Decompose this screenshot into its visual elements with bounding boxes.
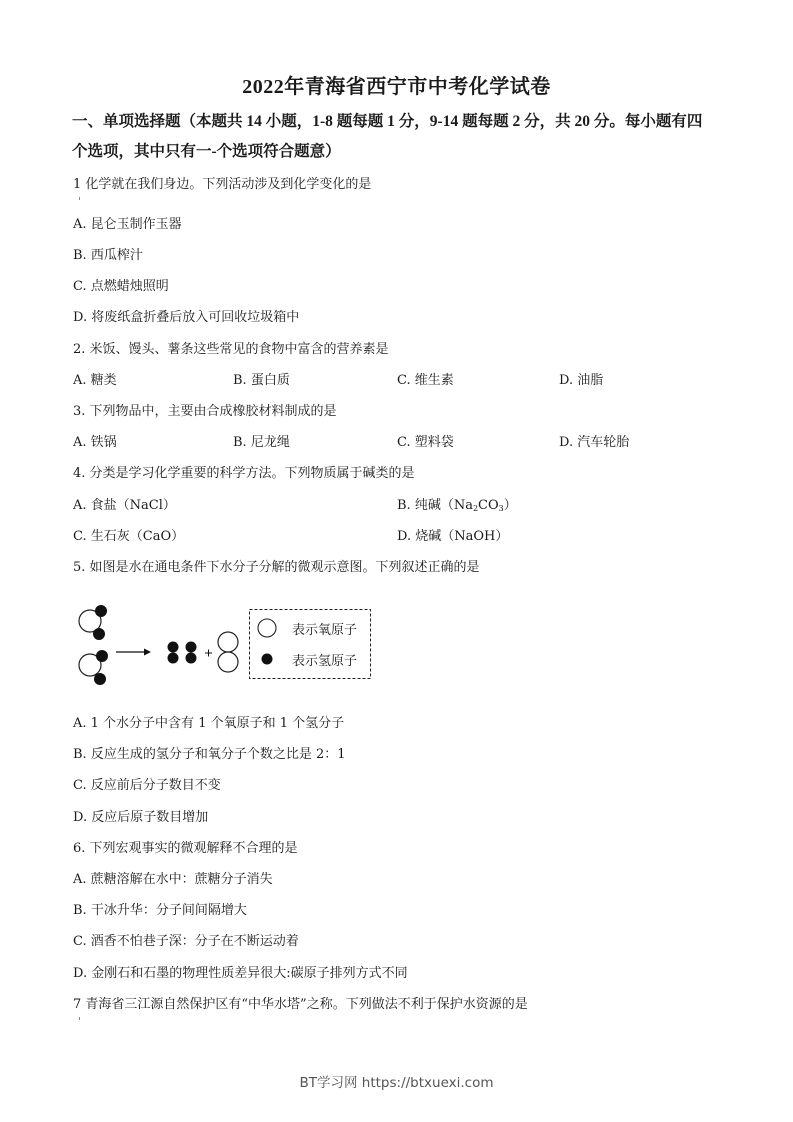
question-2-stem: 2. 米饭、馒头、薯条这些常见的食物中富含的营养素是 — [73, 342, 389, 357]
question-4-option-c: C. 生石灰（CaO） — [73, 529, 185, 544]
question-5-option-a: A. 1 个水分子中含有 1 个氧原子和 1 个氢分子 — [73, 716, 345, 731]
question-6-option-d: D. 金刚石和石墨的物理性质差异很大:碳原子排列方式不同 — [73, 966, 408, 981]
footer-watermark: BT学习网 https://btxuexi.com — [299, 1075, 494, 1091]
legend-label-oxygen: 表示氧原子 — [292, 623, 358, 638]
reaction-arrow-icon — [116, 649, 151, 656]
stray-mark — [79, 1017, 80, 1020]
question-2-option-d: D. 油脂 — [559, 373, 604, 388]
question-1-option-a: A. 昆仑玉制作玉器 — [73, 217, 182, 232]
hydrogen-atom-legend-icon — [262, 654, 273, 665]
section-heading-line2: 个选项，其中只有一-个选项符合题意） — [72, 143, 341, 160]
section-heading-line1: 一、单项选择题（本题共 14 小题，1-8 题每题 1 分，9-14 题每题 2 分，共 20 分。每小题有四 — [72, 113, 703, 130]
oxygen-molecule-icon — [218, 632, 238, 672]
water-molecule-icon — [79, 650, 108, 685]
question-3-option-a: A. 铁锅 — [73, 435, 117, 450]
question-3-option-b: B. 尼龙绳 — [233, 435, 290, 450]
question-1-option-d: D. 将废纸盒折叠后放入可回收垃圾箱中 — [73, 310, 300, 325]
question-4-option-a: A. 食盐（NaCl） — [73, 498, 176, 513]
page-title: 2022年青海省西宁市中考化学试卷 — [242, 76, 551, 98]
legend-label-hydrogen: 表示氢原子 — [292, 654, 358, 669]
question-6-option-c: C. 酒香不怕巷子深：分子在不断运动着 — [73, 934, 299, 949]
question-2-option-c: C. 维生素 — [397, 373, 454, 388]
option-b-prefix: B. 纯碱（Na — [397, 498, 473, 513]
subscript-3: 3 — [498, 504, 504, 513]
question-3-option-c: C. 塑料袋 — [397, 435, 454, 450]
question-6-stem: 6. 下列宏观事实的微观解释不合理的是 — [73, 841, 298, 856]
question-2-option-a: A. 糖类 — [73, 373, 117, 388]
question-1-option-b: B. 西瓜榨汁 — [73, 248, 143, 263]
question-3-stem: 3. 下列物品中，主要由合成橡胶材料制成的是 — [73, 404, 337, 419]
plus-icon — [205, 650, 212, 657]
question-4-stem: 4. 分类是学习化学重要的科学方法。下列物质属于碱类的是 — [73, 466, 415, 481]
option-b-mid: CO — [478, 498, 499, 513]
question-6-option-a: A. 蔗糖溶解在水中：蔗糖分子消失 — [73, 872, 273, 887]
subscript-2: 2 — [472, 504, 479, 513]
oxygen-atom-legend-icon — [258, 619, 276, 637]
question-5-option-b: B. 反应生成的氢分子和氧分子个数之比是 2：1 — [73, 747, 346, 762]
question-5-option-d: D. 反应后原子数目增加 — [73, 810, 209, 825]
hydrogen-molecule-icon — [168, 642, 179, 664]
question-5-stem: 5. 如图是水在通电条件下水分子分解的微观示意图。下列叙述正确的是 — [73, 560, 480, 575]
question-1-option-c: C. 点燃蜡烛照明 — [73, 279, 169, 294]
question-5-option-c: C. 反应前后分子数目不变 — [73, 778, 221, 793]
question-2-option-b: B. 蛋白质 — [233, 373, 290, 388]
option-b-suffix: ） — [503, 498, 517, 513]
question-4-option-d: D. 烧碱（NaOH） — [397, 529, 509, 544]
hydrogen-molecule-icon — [186, 642, 197, 664]
water-molecule-icon — [79, 605, 107, 640]
question-3-option-d: D. 汽车轮胎 — [559, 435, 630, 450]
question-6-option-b: B. 干冰升华：分子间间隔增大 — [73, 903, 247, 918]
question-7-stem: 7 青海省三江源自然保护区有“中华水塔”之称。下列做法不利于保护水资源的是 — [73, 997, 528, 1012]
question-1-stem: 1 化学就在我们身边。下列活动涉及到化学变化的是 — [73, 177, 372, 192]
